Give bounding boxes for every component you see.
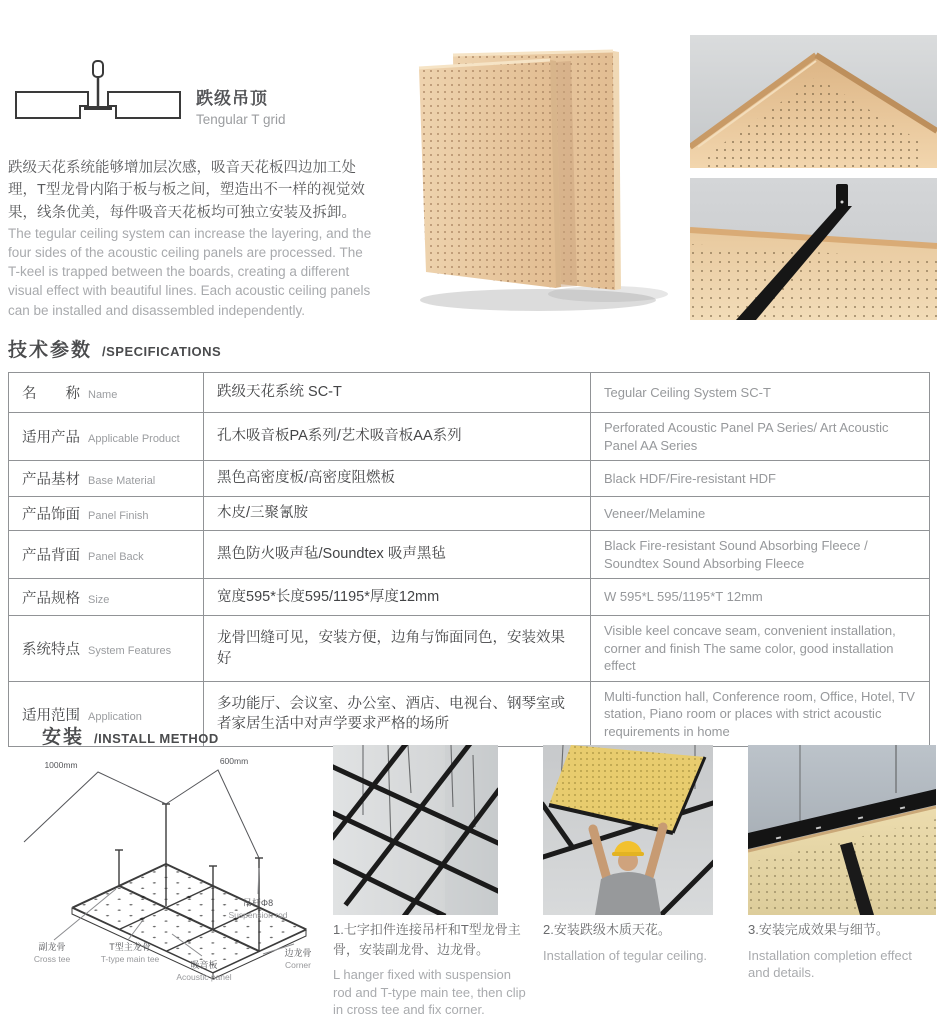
table-row xyxy=(9,616,930,682)
row-label-zh: 产品背面 xyxy=(22,548,80,565)
install-heading xyxy=(42,722,219,749)
row-value-en: Visible keel concave seam, convenient installation, corner and finish The same color, good installation effect xyxy=(591,616,930,682)
step-1-caption-en: L hanger fixed with suspension rod and T-type main tee, then clip in cross tee and fix corner. xyxy=(333,967,526,1018)
row-label-zh: 适用范围 xyxy=(22,707,80,724)
description-zh: 跌级天花系统能够增加层次感，吸音天花板四边加工处理，T型龙骨内陷于板与板之间，塑造出不一样的视觉效果，线条优美，每件吸音天花板均可独立安装及拆卸。 xyxy=(8,160,365,221)
label-main-tee-zh: T型主龙骨 xyxy=(109,942,151,952)
install-heading-zh: 安装 xyxy=(42,727,85,748)
specifications-heading xyxy=(8,335,221,362)
row-value-en: Tegular Ceiling System SC-T xyxy=(591,373,930,413)
install-step-2-photo xyxy=(543,745,713,915)
row-value-zh: 木皮/三聚氰胺 xyxy=(204,497,591,531)
row-label-zh: 适用产品 xyxy=(22,430,80,447)
ceiling-corner-detail-photo xyxy=(690,35,937,168)
keel-edge-detail-photo xyxy=(690,178,937,320)
label-suspension-rod-zh: 吊杆Φ8 xyxy=(242,898,274,908)
row-value-en: Multi-function hall, Conference room, Office, Hotel, TV station, Piano room or places with strict acoustic requirements in home xyxy=(591,681,930,747)
specifications-heading-zh: 技术参数 xyxy=(8,340,93,361)
row-value-en: Black Fire-resistant Sound Absorbing Fleece / Soundtex Sound Absorbing Fleece xyxy=(591,531,930,579)
product-panels-image xyxy=(393,26,685,324)
front-panel xyxy=(419,60,561,288)
row-label-zh: 产品基材 xyxy=(22,472,80,489)
dimension-lines xyxy=(24,770,259,858)
step-2-caption-zh: 2.安装跌级木质天花。 xyxy=(543,922,671,937)
label-cross-tee-zh: 副龙骨 xyxy=(38,942,66,952)
row-value-zh: 黑色高密度板/高密度阻燃板 xyxy=(204,461,591,497)
step-1-caption-zh: 1.七字扣件连接吊杆和T型龙骨主骨，安装副龙骨、边龙骨。 xyxy=(333,922,521,957)
label-corner-zh: 边龙骨 xyxy=(284,948,312,958)
product-title-en: Tengular T grid xyxy=(196,112,286,127)
table-row xyxy=(9,531,930,579)
row-label-zh: 名 称 xyxy=(22,386,80,402)
label-suspension-rod-en: Suspension rod xyxy=(228,910,288,920)
row-value-zh: 孔木吸音板PA系列/艺术吸音板AA系列 xyxy=(204,413,591,461)
table-row xyxy=(9,373,930,413)
row-value-en: Black HDF/Fire-resistant HDF xyxy=(591,461,930,497)
row-label-en: Panel Finish xyxy=(88,510,149,523)
label-cross-tee-en: Cross tee xyxy=(33,954,71,964)
step-3-caption xyxy=(748,920,933,982)
install-step-1-photo xyxy=(333,745,498,915)
label-acoustic-panel-zh: 吸音板 xyxy=(190,960,218,970)
description-en: The tegular ceiling system can increase the layering, and the four sides of the acoustic ceiling panels are processed. The T-keel is trapped between the boards, creating a different visual effect with beautiful lines. Each acoustic ceiling panels can be installed and disassembled independently. xyxy=(8,226,372,318)
row-value-en: Veneer/Melamine xyxy=(591,497,930,531)
step-3-caption-zh: 3.安装完成效果与细节。 xyxy=(748,922,889,937)
label-main-tee-en: T-type main tee xyxy=(100,954,160,964)
row-value-zh: 宽度595*长度595/1195*厚度12mm xyxy=(204,579,591,616)
step-1-caption xyxy=(333,920,533,1019)
tegular-cross-section-icon xyxy=(8,56,188,136)
specifications-heading-en: /SPECIFICATIONS xyxy=(102,344,222,359)
row-value-zh: 黑色防火吸声毡/Soundtex 吸声黑毡 xyxy=(204,531,591,579)
row-value-zh: 龙骨凹缝可见，安装方便，边角与饰面同色，安装效果好 xyxy=(204,616,591,682)
install-step-3-photo xyxy=(748,745,936,915)
step-2-caption-en: Installation of tegular ceiling. xyxy=(543,947,708,963)
row-value-en: W 595*L 595/1195*T 12mm xyxy=(591,579,930,616)
row-label-zh: 产品饰面 xyxy=(22,507,80,524)
table-row xyxy=(9,579,930,616)
row-label-en: Size xyxy=(88,593,110,606)
product-title-zh: 跌级吊顶 xyxy=(196,89,268,108)
step-3-caption-en: Installation completion effect and details. xyxy=(748,947,912,981)
row-label-en: Panel Back xyxy=(88,551,144,564)
label-corner-en: Corner xyxy=(285,960,311,970)
row-label-en: Base Material xyxy=(88,475,156,488)
row-value-zh: 跌级天花系统 SC-T xyxy=(204,373,591,413)
specifications-table xyxy=(8,372,930,747)
row-label-en: Name xyxy=(88,389,118,401)
label-acoustic-panel-en: Acoustic panel xyxy=(176,972,232,982)
step-2-caption xyxy=(543,920,733,964)
install-diagram xyxy=(6,746,328,1008)
product-title-block xyxy=(196,84,286,127)
table-row xyxy=(9,497,930,531)
table-row xyxy=(9,461,930,497)
row-label-en: System Features xyxy=(88,645,172,657)
row-value-en: Perforated Acoustic Panel PA Series/ Art Acoustic Panel AA Series xyxy=(591,413,930,461)
row-label-zh: 产品规格 xyxy=(22,590,80,607)
dimension-label-600: 600mm xyxy=(219,756,249,766)
row-label-en: Application xyxy=(88,710,142,723)
dimension-label-1000: 1000mm xyxy=(44,760,78,770)
row-label-zh: 系统特点 xyxy=(22,642,80,658)
row-value-zh: 多功能厅、会议室、办公室、酒店、电视台、钢琴室或者家居生活中对声学要求严格的场所 xyxy=(204,681,591,747)
install-heading-en: /INSTALL METHOD xyxy=(94,731,219,746)
table-row xyxy=(9,413,930,461)
row-label-en: Applicable Product xyxy=(88,433,180,446)
